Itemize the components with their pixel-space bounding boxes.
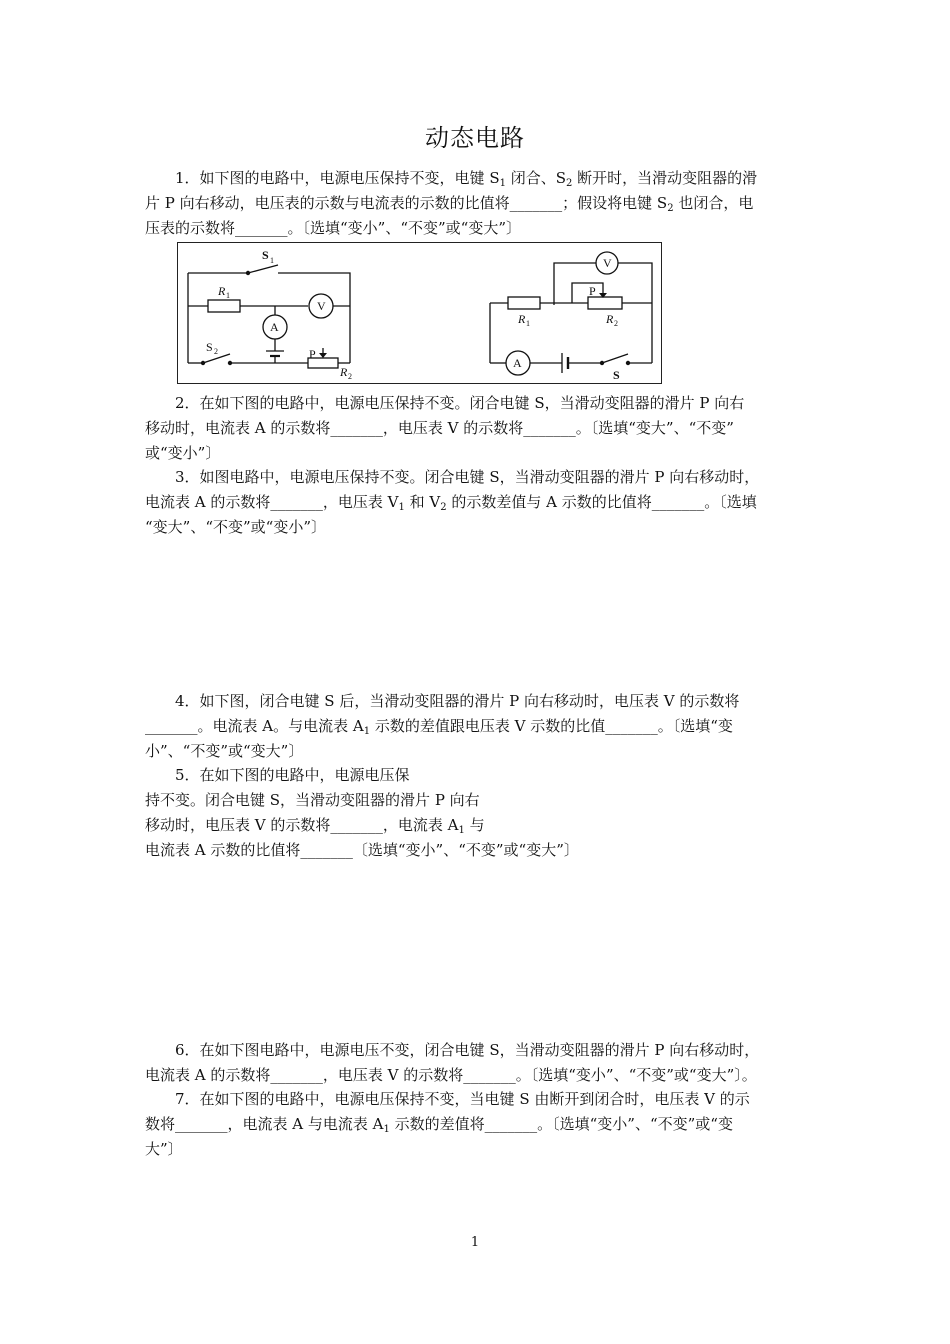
svg-text:S: S	[262, 248, 269, 262]
svg-text:A: A	[270, 320, 279, 334]
text-run: 电流表 A 示数的比值将_______〔选填“变小”、“不变”或“变大”〕	[145, 841, 579, 859]
text-run: 数将_______，电流表 A 与电流表 A	[145, 1115, 384, 1133]
text-run: 1．如下图的电路中，电源电压保持不变，电键 S	[175, 169, 500, 187]
question-line	[175, 763, 839, 788]
svg-text:R: R	[218, 284, 226, 298]
svg-text:V: V	[603, 256, 612, 270]
text-run: 3．如图电路中，电源电压保持不变。闭合电键 S，当滑动变阻器的滑片 P 向右移动时，	[175, 468, 760, 486]
text-run: 或“变小”〕	[145, 444, 221, 462]
subscript: 2	[440, 502, 447, 513]
question-line	[145, 813, 839, 838]
svg-text:R: R	[340, 365, 348, 379]
text-run: 也闭合，电	[673, 194, 754, 212]
text-run: 持不变。闭合电键 S，当滑动变阻器的滑片 P 向右	[145, 791, 480, 809]
question-line	[145, 416, 839, 441]
text-run: 7．在如下图的电路中，电源电压保持不变，当电键 S 由断开到闭合时，电压表 V 的示	[175, 1090, 750, 1108]
text-run: 片 P 向右移动，电压表的示数与电流表的示数的比值将_______；假设将电键 S	[145, 194, 668, 212]
svg-text:2: 2	[214, 347, 218, 356]
text-run: _______。电流表 A。与电流表 A	[145, 717, 364, 735]
text-run: 和 V	[404, 493, 441, 511]
text-run: 与	[464, 816, 485, 834]
question-line	[145, 714, 839, 739]
question-7	[145, 1087, 839, 1162]
question-line	[145, 216, 839, 241]
question-line	[175, 166, 839, 191]
question-line	[175, 465, 839, 490]
question-line	[175, 1087, 839, 1112]
text-run: 2．在如下图的电路中，电源电压保持不变。闭合电键 S，当滑动变阻器的滑片 P 向右	[175, 394, 745, 412]
text-run: 闭合、S	[505, 169, 567, 187]
circuit-figure	[177, 242, 662, 384]
svg-text:R: R	[606, 312, 614, 326]
question-line	[145, 1063, 839, 1088]
text-run: 电流表 A 的示数将_______，电压表 V	[145, 493, 399, 511]
question-line	[145, 1112, 839, 1137]
svg-text:1: 1	[226, 291, 230, 300]
question-line	[145, 1137, 839, 1162]
subscript: 1	[383, 1124, 390, 1135]
page-number: 1	[470, 1235, 480, 1250]
question-line	[175, 689, 839, 714]
text-run: 4．如下图，闭合电键 S 后，当滑动变阻器的滑片 P 向右移动时，电压表 V 的示数将	[175, 692, 740, 710]
text-run: 移动时，电压表 V 的示数将_______，电流表 A	[145, 816, 459, 834]
text-run: “变大”、“不变”或“变小”〕	[145, 518, 327, 536]
question-line	[175, 1038, 839, 1063]
svg-text:P: P	[589, 284, 596, 298]
text-run: 6．在如下图电路中，电源电压不变，闭合电键 S，当滑动变阻器的滑片 P 向右移动时，	[175, 1041, 760, 1059]
question-line	[145, 490, 839, 515]
text-run: 电流表 A 的示数将_______，电压表 V 的示数将_______。〔选填“变小”、“不变”或“变大”〕。	[145, 1066, 757, 1084]
switch-s	[602, 354, 628, 363]
text-run: 大”〕	[145, 1140, 183, 1158]
switch-s1	[248, 265, 278, 273]
subscript: 2	[667, 203, 674, 214]
subscript: 1	[363, 726, 371, 737]
svg-text:V: V	[317, 299, 326, 313]
subscript: 1	[499, 178, 506, 189]
question-line	[145, 788, 839, 813]
page-title: 动态电路	[425, 124, 525, 152]
question-3	[145, 465, 839, 540]
text-run: 5．在如下图的电路中，电源电压保	[175, 766, 410, 784]
question-line	[175, 391, 839, 416]
svg-text:S: S	[613, 368, 620, 382]
question-line	[145, 441, 839, 466]
text-run: 示数的差值跟电压表 V 示数的比值_______。〔选填“变	[370, 717, 733, 735]
svg-text:2: 2	[614, 319, 618, 328]
circuit-diagrams	[178, 243, 663, 385]
resistor-r1	[508, 297, 540, 309]
rheostat-r2	[588, 297, 622, 309]
question-line	[145, 191, 839, 216]
text-run: 小”、“不变”或“变大”〕	[145, 742, 304, 760]
resistor-r1	[208, 300, 240, 312]
svg-text:R: R	[518, 312, 526, 326]
svg-text:1: 1	[270, 256, 274, 265]
question-2	[145, 391, 839, 466]
question-5	[145, 763, 839, 863]
question-line	[145, 515, 839, 540]
text-run: 示数的差值将_______。〔选填“变小”、“不变”或“变	[389, 1115, 733, 1133]
question-4	[145, 689, 839, 764]
svg-text:2: 2	[348, 372, 352, 381]
svg-text:P: P	[309, 347, 316, 361]
svg-text:S: S	[206, 340, 213, 354]
text-run: 移动时，电流表 A 的示数将_______，电压表 V 的示数将_______。〔选填“变大”、“不变”	[145, 419, 734, 437]
svg-text:A: A	[513, 356, 522, 370]
text-run: 压表的示数将_______。〔选填“变小”、“不变”或“变大”〕	[145, 219, 522, 237]
question-1	[145, 166, 839, 241]
subscript: 1	[458, 825, 465, 836]
subscript: 1	[398, 502, 405, 513]
question-6	[145, 1038, 839, 1088]
text-run: 的示数差值与 A 示数的比值将_______。〔选填	[446, 493, 757, 511]
subscript: 2	[566, 178, 573, 189]
svg-text:1: 1	[526, 319, 530, 328]
question-line	[145, 838, 839, 863]
question-line	[145, 739, 839, 764]
text-run: 断开时，当滑动变阻器的滑	[572, 169, 758, 187]
